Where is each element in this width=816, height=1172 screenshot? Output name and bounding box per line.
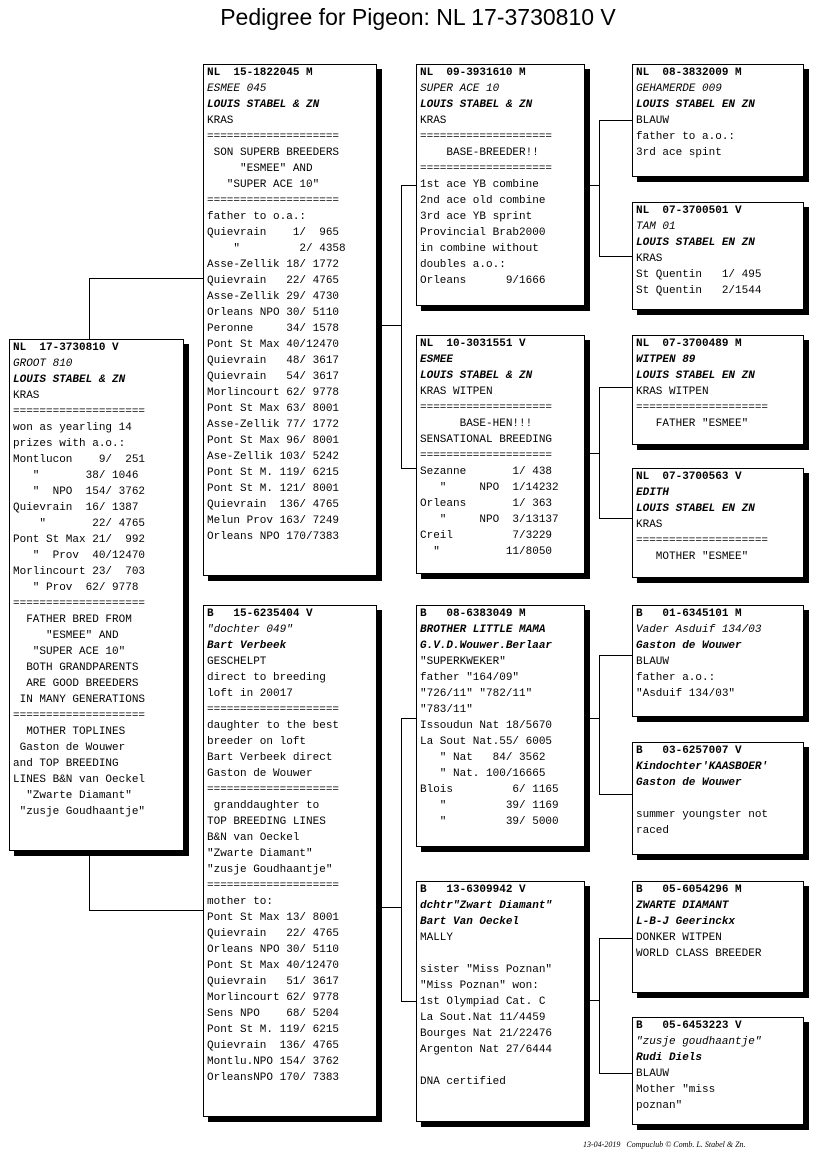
card-line: MOTHER "ESMEE"	[636, 551, 749, 563]
ring-number: NL 07-3700501 V	[636, 205, 742, 217]
card-line: Melun Prov 163/ 7249	[207, 515, 340, 527]
card-line: father "164/09"	[420, 672, 520, 684]
card-line: "726/11" "782/11"	[420, 688, 533, 700]
card-line: " NPO 3/13137	[420, 514, 559, 526]
card-line: TOP BREEDING LINES	[207, 816, 326, 828]
card-line: "Asduif 134/03"	[636, 688, 736, 700]
card-line: TAM 01	[636, 221, 676, 233]
card-line: LOUIS STABEL EN ZN	[636, 99, 755, 111]
card-line: breeder on loft	[207, 736, 307, 748]
card-line: DNA certified	[420, 1076, 506, 1088]
card-line: poznan"	[636, 1100, 683, 1112]
card-line: direct to breeding	[207, 672, 326, 684]
card-line: ====================	[207, 784, 340, 796]
connector	[599, 387, 633, 519]
card-line: ARE GOOD BREEDERS	[13, 678, 139, 690]
ring-number: NL 07-3700563 V	[636, 471, 742, 483]
card-line: Sezanne 1/ 438	[420, 466, 553, 478]
card-line: St Quentin 1/ 495	[636, 269, 762, 281]
card-line: " 11/8050	[420, 546, 553, 558]
card-line: OrleansNPO 170/ 7383	[207, 1072, 340, 1084]
card-line: KRAS WITPEN	[420, 386, 493, 398]
card-line: raced	[636, 825, 670, 837]
card-line: Argenton Nat 27/6444	[420, 1044, 553, 1056]
card-line: BLAUW	[636, 1068, 670, 1080]
ring-number: NL 08-3832009 M	[636, 67, 742, 79]
card-line: Morlincourt 62/ 9778	[207, 387, 340, 399]
card-line: EDITH	[636, 487, 670, 499]
card-line: Issoudun Nat 18/5670	[420, 720, 553, 732]
card-line: " 22/ 4765	[13, 518, 146, 530]
card-line: Pont St Max 63/ 8001	[207, 403, 340, 415]
card-line: father to o.a.:	[207, 211, 307, 223]
card-line: " NPO 154/ 3762	[13, 486, 146, 498]
card-line: Pont St M. 119/ 6215	[207, 1024, 340, 1036]
card-line: Gaston de Wouwer	[13, 742, 126, 754]
footer-credit: 13-04-2019 Compuclub © Comb. L. Stabel & Zn.	[583, 1140, 746, 1149]
pigeon-card-dam-sire-dam	[632, 742, 804, 855]
card-line	[636, 791, 801, 807]
card-line: Gaston de Wouwer	[207, 768, 313, 780]
card-line: "zusje Goudhaantje"	[207, 864, 333, 876]
card-line: KRAS	[207, 115, 234, 127]
card-line: Bourges Nat 21/22476	[420, 1028, 553, 1040]
card-line: ====================	[13, 406, 146, 418]
pigeon-card-dam-dam-dam	[632, 1017, 804, 1125]
card-line: Pont St Max 40/12470	[207, 339, 340, 351]
card-line: Gaston de Wouwer	[636, 640, 742, 652]
connector	[599, 938, 633, 1074]
card-line: LOUIS STABEL EN ZN	[636, 370, 755, 382]
card-line: loft in 20017	[207, 688, 293, 700]
ring-number: B 15-6235404 V	[207, 608, 313, 620]
ring-number: B 05-6453223 V	[636, 1020, 742, 1032]
card-line: 3rd ace YB sprint	[420, 211, 533, 223]
card-line: daughter to the best	[207, 720, 340, 732]
pigeon-card-sire-sire-dam	[632, 202, 804, 310]
card-line: doubles a.o.:	[420, 259, 506, 271]
ring-number: NL 09-3931610 M	[420, 67, 526, 79]
connector	[89, 852, 204, 911]
card-line: DONKER WITPEN	[636, 932, 722, 944]
card-line: Creil 7/3229	[420, 530, 553, 542]
card-line: Orleans 9/1666	[420, 275, 546, 287]
ring-number: NL 07-3700489 M	[636, 338, 742, 350]
card-line: BROTHER LITTLE MAMA	[420, 624, 546, 636]
card-line	[420, 1058, 582, 1074]
card-line: Quievrain 22/ 4765	[207, 928, 340, 940]
card-line: Blois 6/ 1165	[420, 784, 559, 796]
card-line: ESMEE	[420, 354, 454, 366]
card-line: ====================	[13, 598, 146, 610]
card-line: ====================	[207, 131, 340, 143]
ring-number: NL 15-1822045 M	[207, 67, 313, 79]
card-line: "dochter 049"	[207, 624, 293, 636]
card-line: St Quentin 2/1544	[636, 285, 762, 297]
card-line: Ase-Zellik 103/ 5242	[207, 451, 340, 463]
card-line: ESMEE 045	[207, 83, 267, 95]
card-line: " Prov 62/ 9778	[13, 582, 139, 594]
connector	[380, 325, 402, 327]
card-line: ====================	[13, 710, 146, 722]
card-line: "Miss Poznan" won:	[420, 980, 539, 992]
card-line: Montlu.NPO 154/ 3762	[207, 1056, 340, 1068]
card-line: L-B-J Geerinckx	[636, 916, 736, 928]
card-line: LOUIS STABEL EN ZN	[636, 237, 755, 249]
card-line: Morlincourt 23/ 703	[13, 566, 146, 578]
card-line: BASE-HEN!!!	[420, 418, 533, 430]
card-line: Pont St Max 21/ 992	[13, 534, 146, 546]
card-line: granddaughter to	[207, 800, 320, 812]
ring-number: NL 10-3031551 V	[420, 338, 526, 350]
card-line: KRAS	[636, 519, 663, 531]
card-line: LOUIS STABEL & ZN	[207, 99, 320, 111]
card-line: in combine without	[420, 243, 539, 255]
card-line: KRAS WITPEN	[636, 386, 709, 398]
card-line: ====================	[207, 195, 340, 207]
card-line: ====================	[636, 535, 769, 547]
card-line: Gaston de Wouwer	[636, 777, 742, 789]
card-line: 1st ace YB combine	[420, 179, 539, 191]
pigeon-card-dam-dam	[416, 881, 585, 1122]
connector	[380, 907, 402, 909]
card-line: prizes with a.o.:	[13, 438, 126, 450]
card-line: KRAS	[420, 115, 447, 127]
card-line: BASE-BREEDER!!	[420, 147, 539, 159]
card-line: LINES B&N van Oeckel	[13, 774, 146, 786]
card-line: and TOP BREEDING	[13, 758, 119, 770]
card-line: Peronne 34/ 1578	[207, 323, 340, 335]
card-line: Morlincourt 62/ 9778	[207, 992, 340, 1004]
card-line: Orleans NPO 170/7383	[207, 531, 340, 543]
pigeon-card-dam	[203, 605, 377, 1117]
card-line: 1st Olympiad Cat. C	[420, 996, 546, 1008]
card-line: 2nd ace old combine	[420, 195, 546, 207]
card-line: " 38/ 1046	[13, 470, 139, 482]
card-line: LOUIS STABEL & ZN	[13, 374, 126, 386]
card-line: Asse-Zellik 29/ 4730	[207, 291, 340, 303]
card-line: Pont St Max 96/ 8001	[207, 435, 340, 447]
card-line: Quievrain 136/ 4765	[207, 499, 340, 511]
card-line: " 39/ 5000	[420, 816, 559, 828]
card-line: SON SUPERB BREEDERS	[207, 147, 340, 159]
card-line	[420, 946, 582, 962]
pigeon-card-sire-dam-dam	[632, 468, 804, 578]
card-line: LOUIS STABEL & ZN	[420, 99, 533, 111]
card-line: "Zwarte Diamant"	[13, 790, 132, 802]
card-line: "SUPERKWEKER"	[420, 656, 506, 668]
card-line: BLAUW	[636, 115, 670, 127]
card-line: mother to:	[207, 896, 274, 908]
card-line: FATHER "ESMEE"	[636, 418, 749, 430]
pigeon-card-dam-sire	[416, 605, 585, 847]
ring-number: B 08-6383049 M	[420, 608, 526, 620]
pigeon-card-sire-sire	[416, 64, 585, 306]
card-line: Sens NPO 68/ 5204	[207, 1008, 340, 1020]
card-line: Orleans NPO 30/ 5110	[207, 307, 340, 319]
card-line: IN MANY GENERATIONS	[13, 694, 146, 706]
card-line: summer youngster not	[636, 809, 769, 821]
card-line: Quievrain 136/ 4765	[207, 1040, 340, 1052]
card-line: WORLD CLASS BREEDER	[636, 948, 762, 960]
pigeon-card-subject	[9, 339, 184, 851]
card-line: Quievrain 51/ 3617	[207, 976, 340, 988]
card-line: " Nat. 100/16665	[420, 768, 546, 780]
card-line: WITPEN 89	[636, 354, 696, 366]
card-line: Quievrain 54/ 3617	[207, 371, 340, 383]
card-line: SENSATIONAL BREEDING	[420, 434, 553, 446]
card-line: dchtr"Zwart Diamant"	[420, 900, 553, 912]
card-line: Mother "miss	[636, 1084, 716, 1096]
card-line: ====================	[636, 402, 769, 414]
card-line: "ESMEE" AND	[207, 163, 313, 175]
card-line: father a.o.:	[636, 672, 716, 684]
card-line: "SUPER ACE 10"	[207, 179, 320, 191]
card-line: LOUIS STABEL & ZN	[420, 370, 533, 382]
card-line: FATHER BRED FROM	[13, 614, 132, 626]
card-line: ====================	[420, 163, 553, 175]
card-line: Provincial Brab2000	[420, 227, 546, 239]
card-line: ZWARTE DIAMANT	[636, 900, 729, 912]
card-line: BOTH GRANDPARENTS	[13, 662, 139, 674]
card-line: ====================	[420, 450, 553, 462]
card-line: ====================	[207, 704, 340, 716]
card-line: KRAS	[13, 390, 40, 402]
card-line: GESCHELPT	[207, 656, 267, 668]
pigeon-card-sire	[203, 64, 377, 576]
card-line: La Sout.Nat 11/4459	[420, 1012, 546, 1024]
card-line: Quievrain 22/ 4765	[207, 275, 340, 287]
pigeon-card-sire-dam-sire	[632, 335, 804, 445]
ring-number: B 01-6345101 M	[636, 608, 742, 620]
connector	[599, 655, 633, 795]
card-line: GROOT 810	[13, 358, 73, 370]
card-line: Quievrain 48/ 3617	[207, 355, 340, 367]
card-line: ====================	[420, 131, 553, 143]
card-line: " NPO 1/14232	[420, 482, 559, 494]
card-line: "SUPER ACE 10"	[13, 646, 126, 658]
pigeon-card-dam-sire-sire	[632, 605, 804, 717]
card-line: Vader Asduif 134/03	[636, 624, 762, 636]
card-line: Bart Verbeek direct	[207, 752, 333, 764]
card-line: "zusje goudhaantje"	[636, 1036, 762, 1048]
card-line: "Zwarte Diamant"	[207, 848, 313, 860]
card-line: MALLY	[420, 932, 454, 944]
card-line: "ESMEE" AND	[13, 630, 119, 642]
card-line: Quievrain 16/ 1387	[13, 502, 139, 514]
card-line: SUPER ACE 10	[420, 83, 500, 95]
card-line: Quievrain 1/ 965	[207, 227, 340, 239]
card-line: ====================	[207, 880, 340, 892]
card-line: Bart Verbeek	[207, 640, 287, 652]
card-line: father to a.o.:	[636, 131, 736, 143]
card-line: " 39/ 1169	[420, 800, 559, 812]
card-line: " 2/ 4358	[207, 243, 346, 255]
card-line: MOTHER TOPLINES	[13, 726, 126, 738]
card-line: Pont St M. 121/ 8001	[207, 483, 340, 495]
card-line: B&N van Oeckel	[207, 832, 300, 844]
card-line: GEHAMERDE 009	[636, 83, 722, 95]
card-line: La Sout Nat.55/ 6005	[420, 736, 553, 748]
ring-number: B 05-6054296 M	[636, 884, 742, 896]
card-line: sister "Miss Poznan"	[420, 964, 553, 976]
card-line: Asse-Zellik 18/ 1772	[207, 259, 340, 271]
page-title: Pedigree for Pigeon: NL 17-3730810 V	[220, 4, 616, 30]
card-line: Pont St Max 13/ 8001	[207, 912, 340, 924]
card-line: Pont St M. 119/ 6215	[207, 467, 340, 479]
connector	[599, 120, 633, 257]
card-line: KRAS	[636, 253, 663, 265]
ring-number: B 03-6257007 V	[636, 745, 742, 757]
card-line: Pont St Max 40/12470	[207, 960, 340, 972]
card-line: Asse-Zellik 77/ 1772	[207, 419, 340, 431]
ring-number: B 13-6309942 V	[420, 884, 526, 896]
card-line: G.V.D.Wouwer.Berlaar	[420, 640, 553, 652]
connector	[89, 278, 204, 341]
card-line: Bart Van Oeckel	[420, 916, 520, 928]
pigeon-card-sire-dam	[416, 335, 585, 574]
card-line: Orleans 1/ 363	[420, 498, 553, 510]
card-line: Kindochter'KAASBOER'	[636, 761, 769, 773]
card-line: "783/11"	[420, 704, 473, 716]
card-line: ====================	[420, 402, 553, 414]
card-line: " Nat 84/ 3562	[420, 752, 546, 764]
card-line: won as yearling 14	[13, 422, 132, 434]
card-line: Rudi Diels	[636, 1052, 703, 1064]
card-line: LOUIS STABEL EN ZN	[636, 503, 755, 515]
ring-number: NL 17-3730810 V	[13, 342, 119, 354]
card-line: BLAUW	[636, 656, 670, 668]
pigeon-card-dam-dam-sire	[632, 881, 804, 993]
card-line: Orleans NPO 30/ 5110	[207, 944, 340, 956]
card-line: "zusje Goudhaantje"	[13, 806, 146, 818]
card-line: " Prov 40/12470	[13, 550, 146, 562]
card-line: 3rd ace spint	[636, 147, 722, 159]
pigeon-card-sire-sire-sire	[632, 64, 804, 177]
card-line: Montlucon 9/ 251	[13, 454, 146, 466]
